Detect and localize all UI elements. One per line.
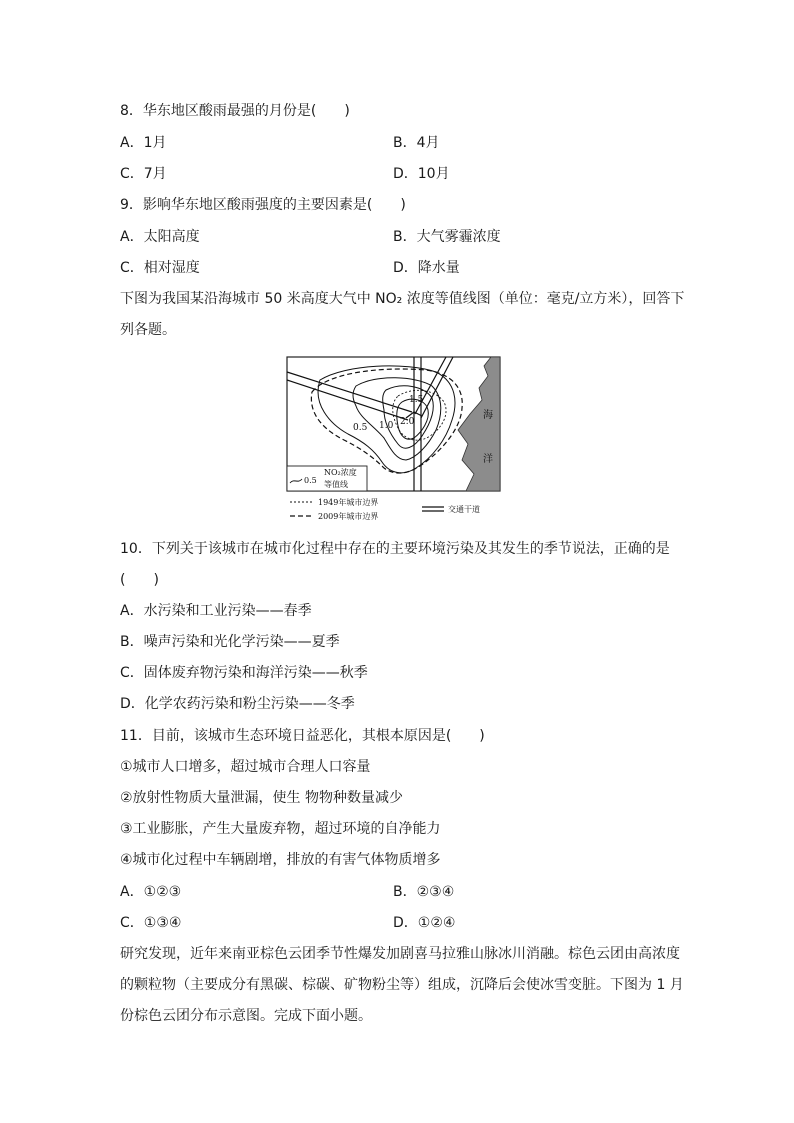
legend-no2-label-2: 等值线: [324, 480, 348, 489]
q9-stem: 9．影响华东地区酸雨强度的主要因素是( ): [120, 197, 406, 213]
q11-option-c: C．①③④: [120, 915, 182, 931]
q9-option-a: A．太阳高度: [120, 229, 200, 245]
sea-label-2: 洋: [483, 454, 493, 465]
legend-road-symbol: [422, 507, 444, 511]
q11-option-a: A．①②③: [120, 884, 182, 900]
contour-label-1.5: 1.5: [409, 395, 424, 405]
intro1-line1: 下图为我国某沿海城市 50 米高度大气中 NO₂ 浓度等值线图（单位：毫克/立方米），回答下: [120, 291, 685, 307]
q10-option-c: C．固体废弃物污染和海洋污染——秋季: [120, 665, 368, 681]
q8-option-d: D．10月: [393, 166, 450, 182]
q11-statement-3: ③工业膨胀，产生大量废弃物，超过环境的自净能力: [120, 821, 441, 837]
q11-statement-4: ④城市化过程中车辆剧增，排放的有害气体物质增多: [120, 852, 441, 868]
no2-contour-svg: [286, 356, 502, 522]
q11-option-d: D．①②④: [393, 915, 456, 931]
sea-label-1: 海: [483, 410, 493, 421]
q9-option-c: C．相对湿度: [120, 260, 200, 276]
q9-option-b: B．大气雾霾浓度: [393, 229, 501, 245]
q11-stem: 11．目前，该城市生态环境日益恶化，其根本原因是( ): [120, 728, 485, 744]
legend-2009-label: 2009年城市边界: [318, 512, 379, 521]
intro2-line3: 份棕色云团分布示意图。完成下面小题。: [120, 1008, 372, 1024]
legend-1949-label: 1949年城市边界: [318, 498, 379, 507]
q8-stem: 8．华东地区酸雨最强的月份是( ): [120, 103, 350, 119]
contour-label-1.0: 1.0: [379, 421, 394, 431]
q8-option-c: C．7月: [120, 166, 167, 182]
contour-label-0.5: 0.5: [353, 423, 368, 433]
legend-road-label: 交通干道: [448, 505, 480, 514]
q11-statement-2: ②放射性物质大量泄漏，使生 物物种数量减少: [120, 790, 403, 806]
legend-contour-value: 0.5: [304, 476, 317, 485]
q10-option-b: B．噪声污染和光化学污染——夏季: [120, 634, 340, 650]
q8-option-a: A．1月: [120, 135, 167, 151]
contour-label-2.0: 2.0: [400, 417, 415, 427]
intro2-line1: 研究发现，近年来南亚棕色云团季节性爆发加剧喜马拉雅山脉冰川消融。棕色云团由高浓度: [120, 946, 680, 962]
q10-option-d: D．化学农药污染和粉尘污染——冬季: [120, 696, 355, 712]
intro1-line2: 列各题。: [120, 322, 176, 338]
legend-no2-label-1: NO₂浓度: [324, 468, 357, 477]
no2-contour-map: [286, 356, 502, 522]
q11-option-b: B．②③④: [393, 884, 455, 900]
q11-statement-1: ①城市人口增多，超过城市合理人口容量: [120, 759, 371, 775]
q10-option-a: A．水污染和工业污染——春季: [120, 603, 312, 619]
q9-option-d: D．降水量: [393, 260, 460, 276]
q8-option-b: B．4月: [393, 135, 440, 151]
q10-stem-line2: ( ): [120, 572, 159, 588]
q10-stem-line1: 10．下列关于该城市在城市化过程中存在的主要环境污染及其发生的季节说法，正确的是: [120, 541, 670, 557]
intro2-line2: 的颗粒物（主要成分有黑碳、棕碳、矿物粉尘等）组成，沉降后会使冰雪变脏。下图为 1 月: [120, 977, 684, 993]
